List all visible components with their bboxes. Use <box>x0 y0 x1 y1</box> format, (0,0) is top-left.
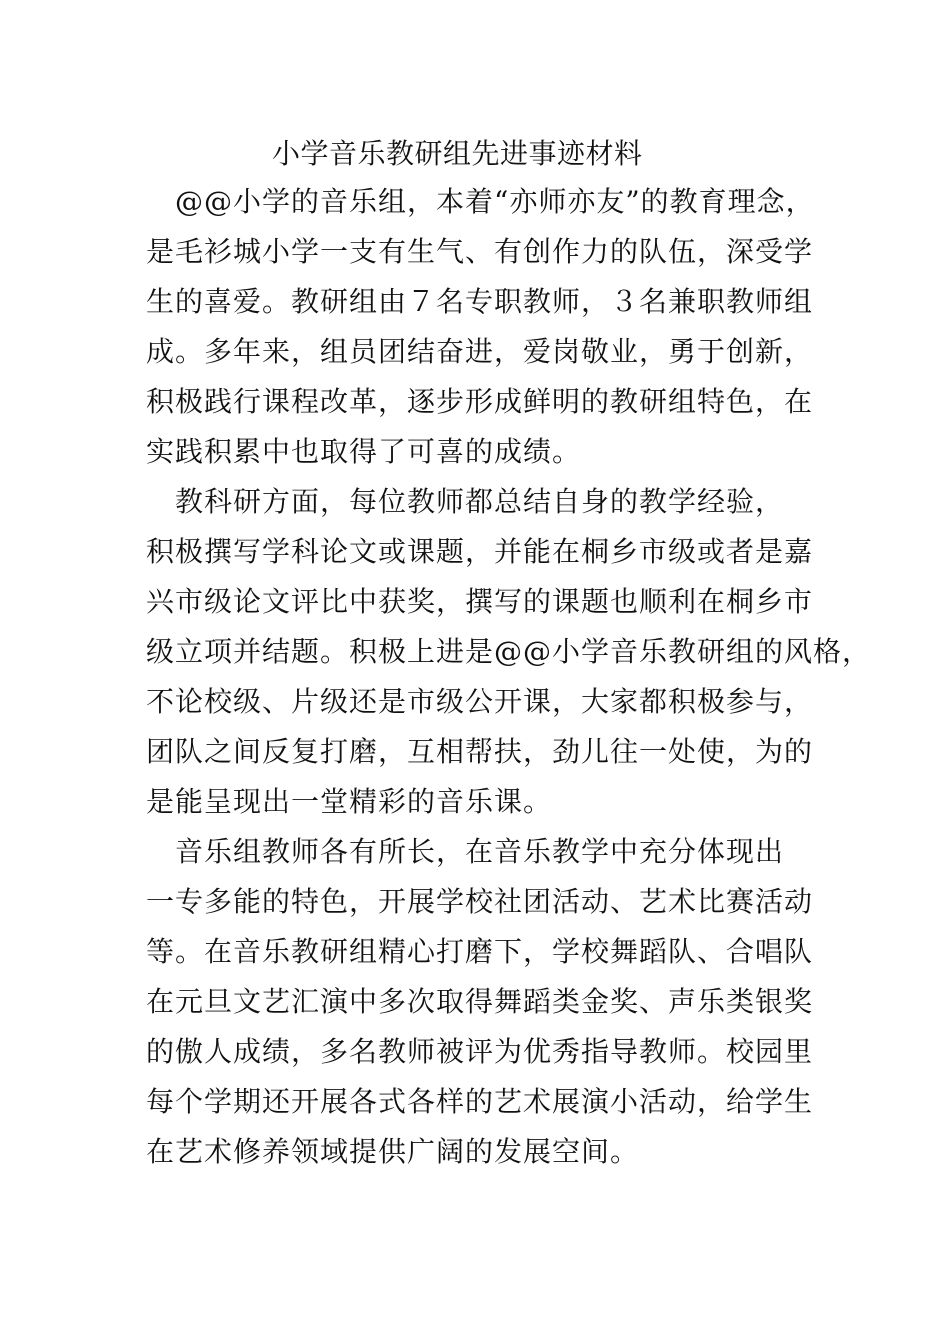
document-title: 小学音乐教研组先进事迹材料 <box>272 137 643 170</box>
paragraph-2-line-7: 是能呈现出一堂精彩的音乐课。 <box>146 785 553 818</box>
paragraph-1-line-2: 是毛衫城小学一支有生气、有创作力的队伍，深受学 <box>146 235 814 268</box>
paragraph-1-line-4: 成。多年来，组员团结奋进，爱岗敬业，勇于创新， <box>146 335 814 368</box>
paragraph-2-line-2: 积极撰写学科论文或课题，并能在桐乡市级或者是嘉 <box>146 535 814 568</box>
paragraph-1-line-6: 实践积累中也取得了可喜的成绩。 <box>146 435 582 468</box>
paragraph-1-line-5: 积极践行课程改革，逐步形成鲜明的教研组特色，在 <box>146 385 814 418</box>
paragraph-3-line-2: 一专多能的特色，开展学校社团活动、艺术比赛活动 <box>146 885 814 918</box>
paragraph-2-line-4: 级立项并结题。积极上进是@@小学音乐教研组的风格， <box>146 635 872 668</box>
paragraph-1-line-1: @@小学的音乐组，本着“亦师亦友”的教育理念， <box>146 185 815 218</box>
paragraph-3-line-6: 每个学期还开展各式各样的艺术展演小活动，给学生 <box>146 1085 814 1118</box>
paragraph-3-line-7: 在艺术修养领域提供广阔的发展空间。 <box>146 1135 640 1168</box>
paragraph-2-line-1: 教科研方面，每位教师都总结自身的教学经验， <box>146 485 785 518</box>
paragraph-3-line-5: 的傲人成绩，多名教师被评为优秀指导教师。校园里 <box>146 1035 814 1068</box>
paragraph-1-line-3: 生的喜爱。教研组由７名专职教师，３名兼职教师组 <box>146 285 814 318</box>
paragraph-3-line-4: 在元旦文艺汇演中多次取得舞蹈类金奖、声乐类银奖 <box>146 985 814 1018</box>
paragraph-2-line-6: 团队之间反复打磨，互相帮扶，劲儿往一处使，为的 <box>146 735 814 768</box>
paragraph-3-line-3: 等。在音乐教研组精心打磨下，学校舞蹈队、合唱队 <box>146 935 814 968</box>
paragraph-3-line-1: 音乐组教师各有所长，在音乐教学中充分体现出 <box>146 835 785 868</box>
paragraph-2-line-5: 不论校级、片级还是市级公开课，大家都积极参与， <box>146 685 814 718</box>
paragraph-2-line-3: 兴市级论文评比中获奖，撰写的课题也顺利在桐乡市 <box>146 585 814 618</box>
